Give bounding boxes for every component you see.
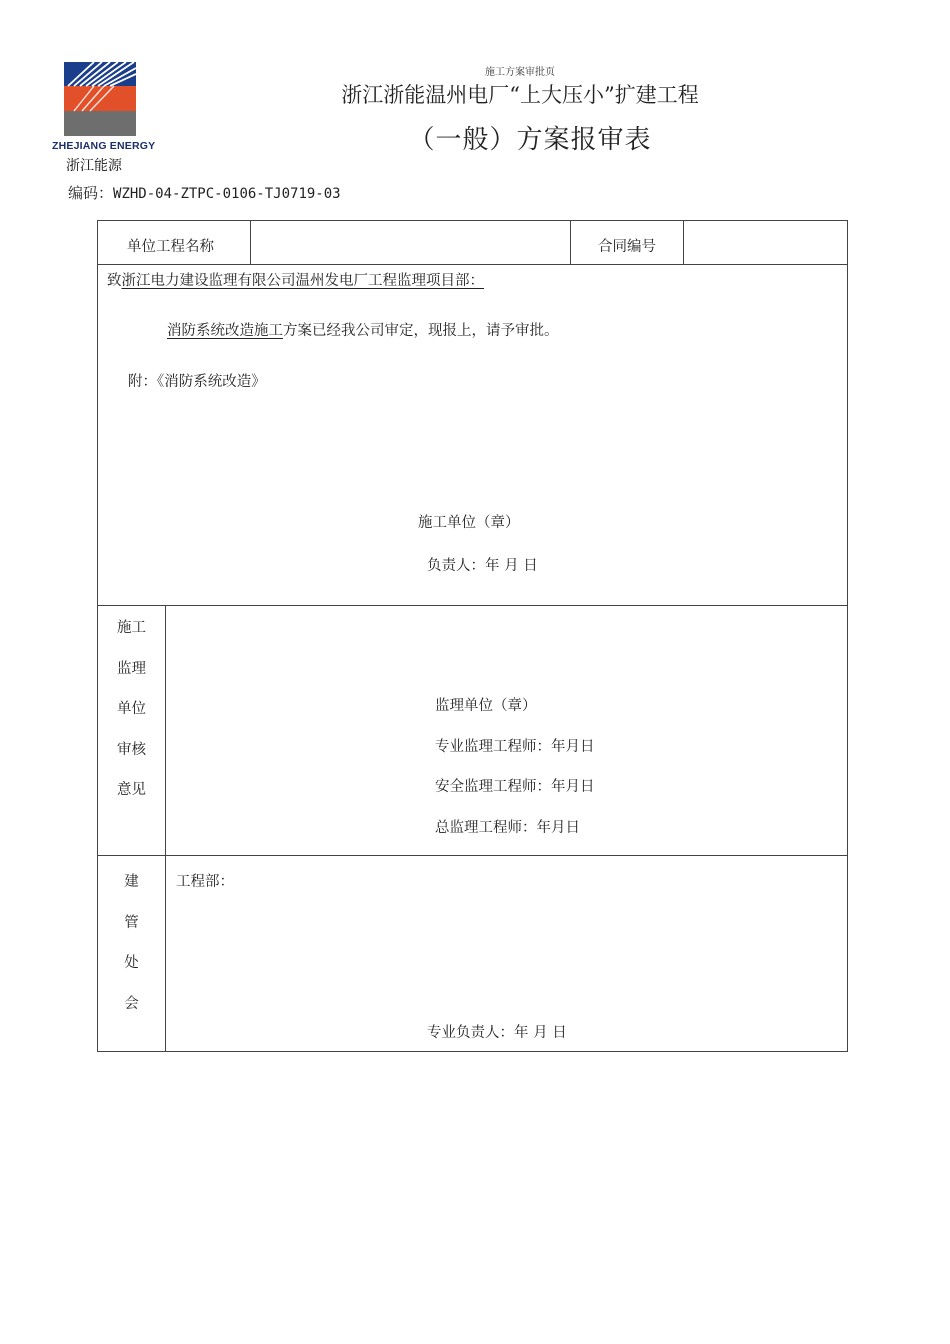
- row-divider: [97, 855, 848, 856]
- col-divider: [683, 220, 684, 264]
- row-divider: [97, 605, 848, 606]
- contract-no-label: 合同编号: [598, 239, 656, 255]
- recipient-line: [107, 269, 484, 290]
- side-label-char: 施工: [117, 620, 146, 636]
- row-divider: [97, 264, 848, 265]
- document-code-value: WZHD-04-ZTPC-0106-TJ0719-03: [113, 186, 341, 202]
- attachment-line: 附：《消防系统改造》: [128, 374, 266, 390]
- construction-mgmt-side-label: [98, 862, 165, 1024]
- submission-body: 方案已经我公司审定，现报上，请予审批。: [283, 323, 559, 339]
- submission-statement: [167, 319, 559, 340]
- page-title-line2: （一般）方案报审表: [408, 125, 652, 155]
- professional-engineer-sign: 专业监理工程师：年月日: [435, 739, 595, 755]
- side-label-char: 单位: [117, 701, 146, 717]
- safety-engineer-sign: 安全监理工程师：年月日: [435, 779, 595, 795]
- side-label-char: 管: [124, 914, 139, 931]
- side-label-char: 建: [124, 874, 139, 890]
- scheme-name: 消防系统改造施工: [167, 323, 283, 339]
- logo-brand-en: ZHEJIANG ENERGY: [52, 140, 156, 152]
- side-label-char: 审核: [117, 741, 146, 758]
- logo-brand-cn: 浙江能源: [66, 158, 122, 174]
- side-label-char: 意见: [117, 782, 146, 798]
- page-title-line1: 浙江浙能温州电厂“上大压小”扩建工程: [341, 83, 699, 107]
- recipient-prefix: 致: [107, 273, 122, 289]
- approval-form-table: [97, 220, 848, 1052]
- project-name-label: 单位工程名称: [127, 239, 214, 255]
- side-label-char: 会: [124, 995, 139, 1012]
- contract-no-field[interactable]: [689, 226, 841, 258]
- col-divider: [570, 220, 571, 264]
- side-label-char: 监理: [117, 660, 146, 677]
- engineering-dept-label: 工程部：: [176, 874, 234, 890]
- chief-engineer-sign: 总监理工程师：年月日: [435, 820, 580, 836]
- recipient-name: 浙江电力建设监理有限公司温州发电厂工程监理项目部：: [121, 273, 484, 289]
- supervision-side-label: [98, 608, 165, 811]
- supervision-unit-seal: 监理单位（章）: [435, 698, 537, 714]
- construction-unit-seal: 施工单位（章）: [418, 515, 520, 531]
- col-divider: [250, 220, 251, 264]
- project-name-field[interactable]: [256, 226, 564, 258]
- col-divider: [165, 605, 166, 1052]
- document-code: [68, 182, 341, 203]
- responsible-date: 负责人：年 月 日: [427, 558, 538, 574]
- side-label-char: 处: [124, 955, 139, 971]
- page-top-label: 施工方案审批页: [485, 67, 555, 78]
- professional-responsible-date: 专业负责人：年 月 日: [427, 1025, 567, 1041]
- document-code-label: 编码：: [68, 184, 114, 202]
